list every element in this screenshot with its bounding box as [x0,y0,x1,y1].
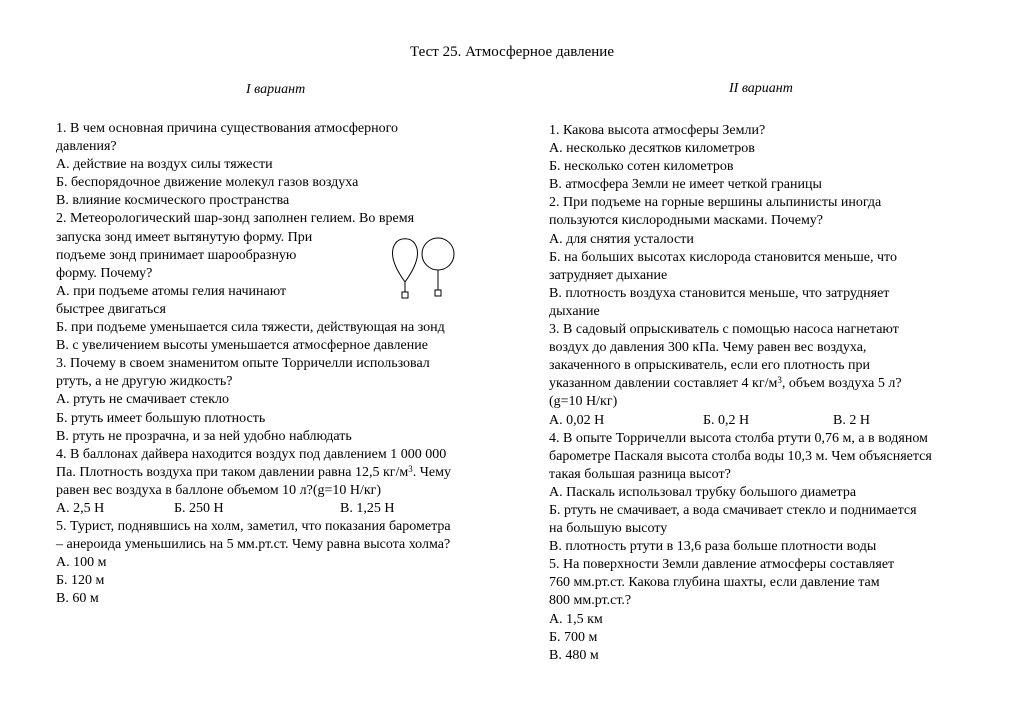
text-line: Б. на больших высотах кислорода становится меньше, что [549,249,897,265]
answer-options-row: А. 0,02 Н Б. 0,2 Н В. 2 Н [549,412,870,428]
text-line: Б. ртуть имеет большую плотность [56,410,266,426]
text-line: Б. 700 м [549,629,598,645]
text-line: 800 мм.рт.ст.? [549,593,632,609]
text-line: воздух до давления 300 кПа. Чему равен вес воздуха, [549,340,867,356]
text-line: затрудняет дыхание [549,267,668,283]
text-line: В. атмосфера Земли не имеет четкой границы [549,177,822,193]
text-line: 4. В опыте Торричелли высота столба ртути 0,76 м, а в водяном [549,430,928,446]
text-line: на большую высоту [549,521,668,537]
variant-1-heading: I вариант [246,82,306,97]
text-line: 1. Какова высота атмосферы Земли? [549,123,766,138]
elongated-balloon [392,239,417,298]
text-line: Б. 120 м [56,573,105,589]
text-line: 3. Почему в своем знаменитом опыте Торричелли использовал [56,356,430,372]
text-line: В. влияние космического пространства [56,193,290,209]
text-line: ртуть, а не другую жидкость? [56,374,233,390]
text-line: пользуются кислородными масками. Почему? [549,213,824,229]
text-line: А. действие на воздух силы тяжести [56,157,273,173]
text-line: А. 100 м [56,555,107,571]
text-line: 4. В баллонах дайвера находится воздух под давлением 1 000 000 [56,446,447,462]
text-line-density: указанном давлении составляет 4 $кг/м^3$, объем воздуха 5 л? [549,375,902,392]
text-line: быстрее двигаться [56,301,166,317]
text-line: 760 мм.рт.ст. Какова глубина шахты, если давление там [549,575,880,591]
text-line: А. 1,5 км [549,611,603,627]
text-line: барометре Паскаля высота столба воды 10,3 м. Чем объясняется [549,448,932,464]
variant-1-column [56,120,526,609]
text-line: подъеме зонд принимает шарообразную [56,247,297,263]
text-line: равен вес воздуха в баллоне объемом 10 л?(g=10 Н/кг) [56,482,382,498]
text-line: Б. беспорядочное движение молекул газов воздуха [56,175,359,191]
text-line: В. 480 м [549,647,599,663]
answer-options-row: А. 2,5 Н Б. 250 Н В. 1,25 Н [56,500,395,516]
variant-2-column [549,122,999,665]
variant-2-heading: II вариант [729,81,793,96]
text-line: В. плотность воздуха становится меньше, что затрудняет [549,285,890,301]
text-line: давления? [56,139,117,155]
text-line: 5. На поверхности Земли давление атмосферы составляет [549,557,895,573]
balloon-illustration [386,234,458,302]
round-balloon [422,238,454,296]
text-line: А. ртуть не смачивает стекло [56,392,230,408]
text-line: 2. При подъеме на горные вершины альпинисты иногда [549,195,882,211]
text-line: В. 60 м [56,591,99,607]
text-line: 3. В садовый опрыскиватель с помощью насоса нагнетают [549,322,899,338]
text-line: запуска зонд имеет вытянутую форму. При [56,229,313,245]
text-line: дыхание [549,303,600,319]
text-line: В. плотность ртути в 13,6 раза больше плотности воды [549,539,877,555]
text-line: закаченного в опрыскиватель, если его плотность при [549,358,870,374]
text-line: А. несколько десятков километров [549,141,755,157]
text-line: Б. ртуть не смачивает, а вода смачивает стекло и поднимается [549,502,917,518]
text-line: – анероида уменьшились на 5 мм.рт.ст. Чему равна высота холма? [56,537,451,553]
text-line: 2. Метеорологический шар-зонд заполнен гелием. Во время [56,211,415,227]
text-line: В. с увеличением высоты уменьшается атмосферное давление [56,338,428,354]
text-line-density: Па. Плотность воздуха при таком давлении равна 12,5 $кг/м^3$. Чему [56,463,451,480]
text-line: 5. Турист, поднявшись на холм, заметил, что показания барометра [56,519,451,535]
text-line: форму. Почему? [56,265,153,281]
text-line: Б. несколько сотен километров [549,159,734,175]
text-line: (g=10 Н/кг) [549,394,618,410]
text-line: А. при подъеме атомы гелия начинают [56,283,287,299]
text-line: А. Паскаль использовал трубку большого диаметра [549,484,857,500]
text-line: Б. при подъеме уменьшается сила тяжести, действующая на зонд [56,320,445,336]
text-line: такая большая разница высот? [549,466,731,482]
text-line: В. ртуть не прозрачна, и за ней удобно наблюдать [56,428,352,444]
text-line: 1. В чем основная причина существования атмосферного [56,121,399,136]
text-line: А. для снятия усталости [549,231,694,247]
page-title: Тест 25. Атмосферное давление [410,44,614,60]
